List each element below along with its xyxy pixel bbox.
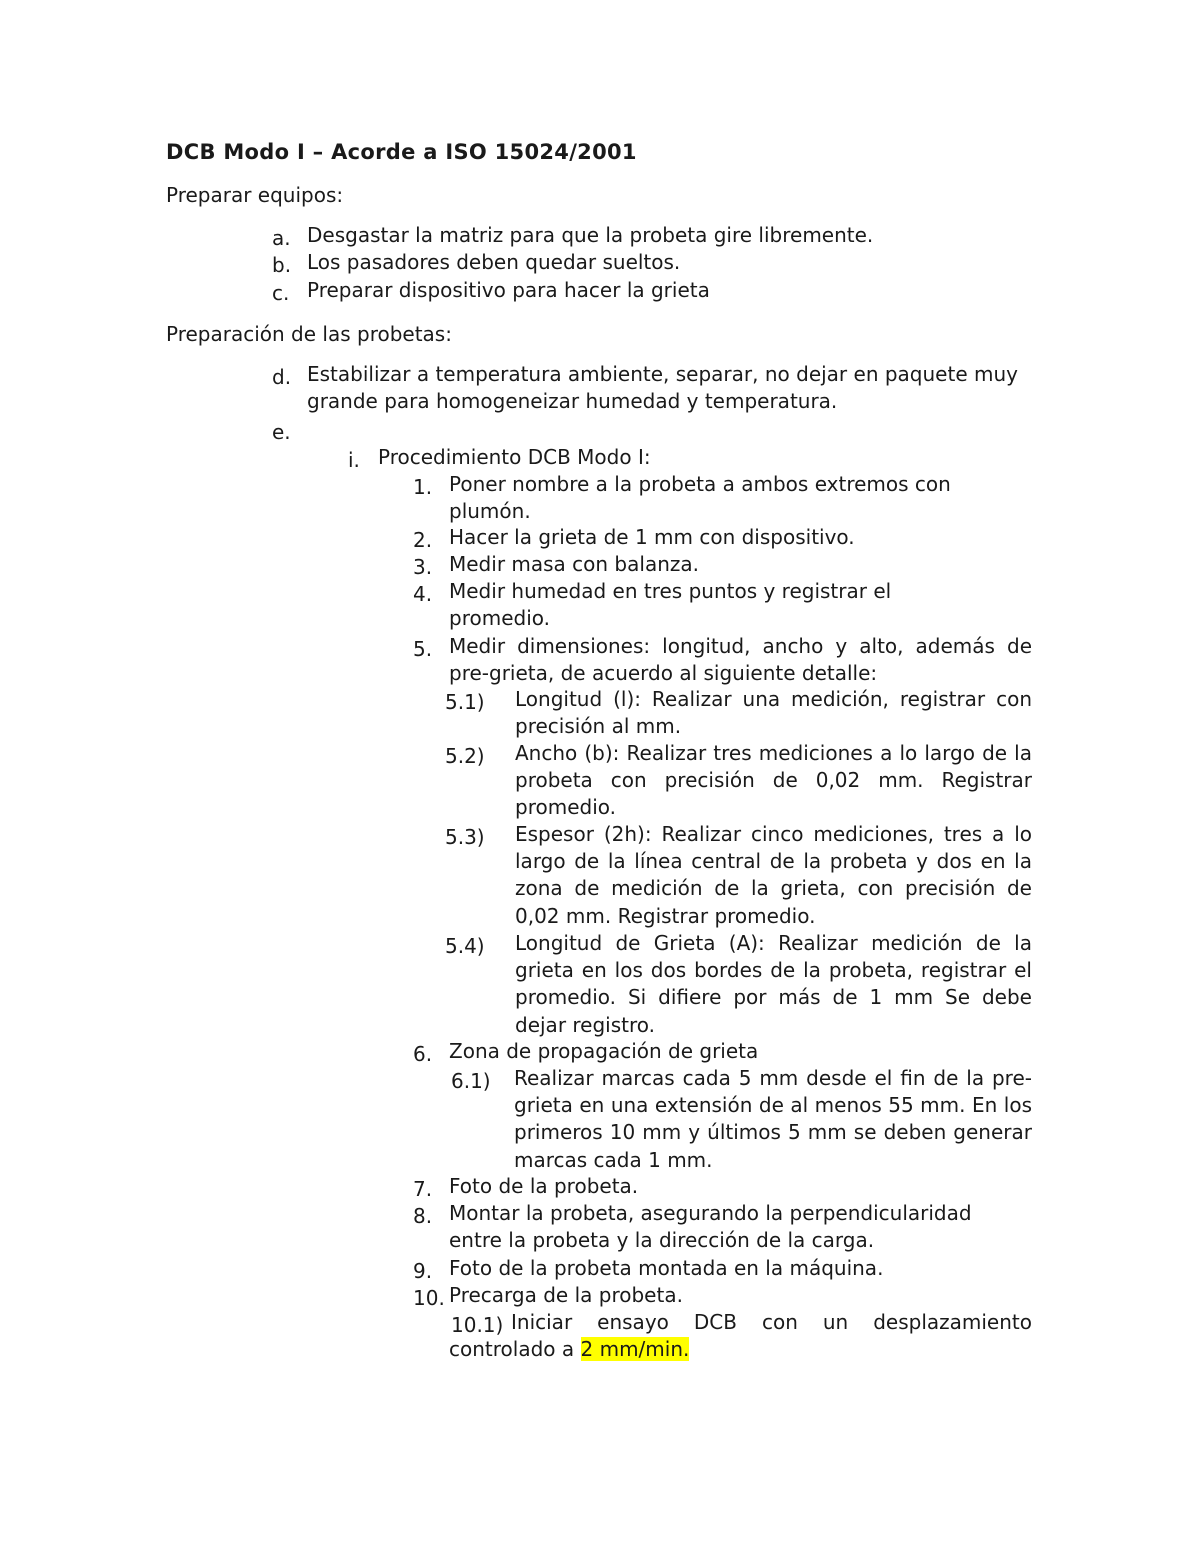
step-text: Foto de la probeta. [449,1174,639,1198]
procedure-heading: Procedimiento DCB Modo I: [378,445,651,469]
section-heading-equipment: Preparar equipos: [166,183,344,207]
step-text: Poner nombre a la probeta a ambos extremos con plumón. [449,472,951,524]
list-item: Preparar dispositivo para hacer la grieta [307,278,710,302]
list-marker: i. [348,448,360,472]
substep-marker: 5.3) [445,825,485,849]
step-marker: 7. [413,1177,433,1201]
step-marker: 5. [413,637,433,661]
list-marker: c. [272,281,290,305]
step-text: Hacer la grieta de 1 mm con dispositivo. [449,525,855,549]
highlighted-rate: 2 mm/min. [580,1337,690,1362]
substep-marker: 5.4) [445,934,485,958]
list-marker: b. [272,253,292,277]
step-text: Montar la probeta, asegurando la perpendicularidad entre la probeta y la dirección de la carga. [449,1201,972,1253]
step-text: Precarga de la probeta. [449,1283,683,1307]
step-text: Foto de la probeta montada en la máquina. [449,1256,884,1280]
step-text: Medir dimensiones: longitud, ancho y alto, además de pre-grieta, de acuerdo al siguiente detalle: [449,634,1032,686]
substep-text: Longitud de Grieta (A): Realizar medición de la grieta en los dos bordes de la probeta, registrar el promedio. Si difiere por más de 1 mm Se debe dejar registro. [515,931,1032,1037]
step-marker: 6. [413,1042,433,1066]
list-marker: e. [272,420,291,444]
substep-text: Realizar marcas cada 5 mm desde el fin de la pre-grieta en una extensión de al menos 55 mm. En los primeros 10 mm y últimos 5 mm se deben generar marcas cada 1 mm. [514,1066,1032,1172]
step-marker: 1. [413,475,433,499]
step-marker: 4. [413,582,433,606]
step-marker: 2. [413,528,433,552]
step-marker: 10. [413,1286,445,1310]
list-marker: a. [272,226,291,250]
list-marker: d. [272,365,292,389]
list-item: Estabilizar a temperatura ambiente, separar, no dejar en paquete muy grande para homogeneizar humedad y temperatura. [307,362,1018,414]
step-text: Medir masa con balanza. [449,552,699,576]
document-title: DCB Modo I – Acorde a ISO 15024/2001 [166,140,637,164]
step-marker: 8. [413,1204,433,1228]
substep-marker: 5.2) [445,744,485,768]
list-item: Los pasadores deben quedar sueltos. [307,250,681,274]
step-marker: 3. [413,555,433,579]
substep-text-main: Iniciar ensayo DCB con un desplazamiento controlado a [449,1310,1032,1362]
step-text: Zona de propagación de grieta [449,1039,759,1063]
step-marker: 9. [413,1259,433,1283]
section-heading-specimens: Preparación de las probetas: [166,322,452,346]
step-text: Medir humedad en tres puntos y registrar el promedio. [449,579,892,631]
substep-marker: 5.1) [445,690,485,714]
substep-marker: 10.1) [451,1313,504,1337]
substep-text: Longitud (l): Realizar una medición, registrar con precisión al mm. [515,687,1032,739]
substep-text [449,1309,1032,1363]
substep-marker: 6.1) [451,1069,491,1093]
substep-text: Espesor (2h): Realizar cinco mediciones, tres a lo largo de la línea central de la probeta y dos en la zona de medición de la grieta, con precisión de 0,02 mm. Registrar promedio. [515,822,1032,928]
substep-text: Ancho (b): Realizar tres mediciones a lo largo de la probeta con precisión de 0,02 mm. Registrar promedio. [515,741,1032,820]
list-item: Desgastar la matriz para que la probeta gire libremente. [307,223,874,247]
